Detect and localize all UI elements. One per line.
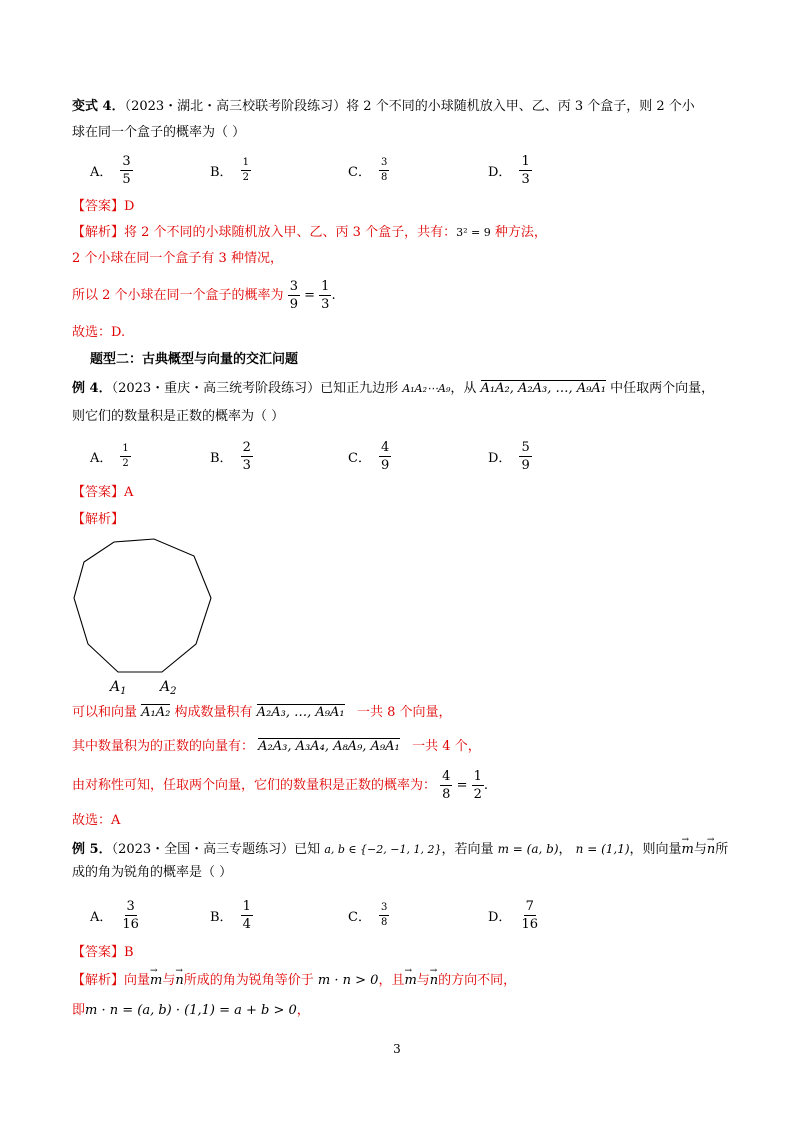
vertex-a1-label: $A_1$ <box>110 679 127 696</box>
example5-analysis-line1: 【解析】向量→ m与→ n所成的角为锐角等价于 m · n > 0，且→ m与→ n的方向不同， <box>72 972 516 990</box>
variant4-answer: 【答案】D <box>72 199 135 214</box>
variant4-label: 变式 4． <box>72 99 125 114</box>
example4-option-a: A． $\frac{1}{2}$ <box>90 442 129 469</box>
variant4-text: （2023・湖北・高三校联考阶段练习）将 2 个不同的小球随机放入甲、乙、丙 3 个盒子，则 2 个小 <box>124 99 695 114</box>
example4-options <box>90 436 610 476</box>
example4-analysis-label: 【解析】 <box>72 512 125 527</box>
example5-option-b: B． $\frac{1}{4}$ <box>210 898 251 932</box>
variant4-options <box>90 150 610 190</box>
section2-title: 题型二：古典概型与向量的交汇问题 <box>90 352 299 367</box>
example4-option-c: C． $\frac{4}{9}$ <box>348 439 390 473</box>
example4-analysis-line-c: 由对称性可知，任取两个向量，它们的数量积是正数的概率为： $\frac{4}{8}$ = $\frac{1}{2}$ . <box>72 769 489 802</box>
example5-question-line2: 成的角为锐角的概率是（ ） <box>72 865 233 880</box>
example5-options <box>90 895 610 935</box>
variant4-question-line2: 球在同一个盒子的概率为（ ） <box>72 125 246 140</box>
example5-option-c: C． $\frac{3}{8}$ <box>348 901 388 928</box>
vertex-a2-label: $A_2$ <box>160 679 177 696</box>
nonagon-shape <box>74 539 211 672</box>
variant4-option-d: D． $\frac{1}{3}$ <box>488 153 530 187</box>
nonagon-figure <box>66 532 226 696</box>
example5-analysis-line2: 即m · n = (a, b) · (1,1) = a + b > 0， <box>72 1003 310 1018</box>
example4-question-line1: 例 4．（2023・重庆・高三统考阶段练习）已知正九边形 A₁A₂⋯A₉，从 A₁A₂, A₂A₃, …, A₉A₁ 中任取两个向量， <box>72 381 715 396</box>
example4-analysis-line-b: 其中数量积为的正数的向量有： A₂A₃, A₃A₄, A₈A₉, A₉A₁ 一共 4 个， <box>72 739 481 754</box>
example4-answer: 【答案】A <box>72 485 134 500</box>
example4-option-d: D． $\frac{5}{9}$ <box>488 439 530 473</box>
variant4-option-c: C． $\frac{3}{8}$ <box>348 156 388 183</box>
variant4-choice: 故选：D. <box>72 325 126 340</box>
page-number: 3 <box>393 1042 401 1056</box>
example5-option-a: A． $\frac{3}{16}$ <box>90 898 139 932</box>
example5-answer: 【答案】B <box>72 945 134 960</box>
example5-question-line1: 例 5．（2023・全国・高三专题练习）已知 a, b ∈ {−2, −1, 1, 2}，若向量 m = (a, b)， n = (1,1)，则向量→ m与→ n所 <box>72 840 728 859</box>
example4-question-line2: 则它们的数量积是正数的概率为（ ） <box>72 409 285 424</box>
example5-option-d: D． $\frac{7}{16}$ <box>488 898 538 932</box>
variant4-option-a: A． $\frac{3}{5}$ <box>90 153 131 187</box>
example4-option-b: B． $\frac{2}{3}$ <box>210 439 251 473</box>
variant4-analysis-line2: 2 个小球在同一个盒子有 3 种情况， <box>72 251 283 266</box>
variant4-question-line1 <box>72 98 695 116</box>
variant4-analysis-line1: 【解析】将 2 个不同的小球随机放入甲、乙、丙 3 个盒子，共有：3² = 9 种方法， <box>72 225 547 240</box>
variant4-option-b: B． $\frac{1}{2}$ <box>210 156 249 183</box>
example4-choice: 故选：A <box>72 813 121 828</box>
variant4-analysis-line3: 所以 2 个小球在同一个盒子的概率为 $\frac{3}{9}$ = $\frac{1}{3}$ . <box>72 279 336 312</box>
example4-analysis-line-a: 可以和向量 A₁A₂ 构成数量积有 A₂A₃, …, A₉A₁ 一共 8 个向量， <box>72 705 452 720</box>
